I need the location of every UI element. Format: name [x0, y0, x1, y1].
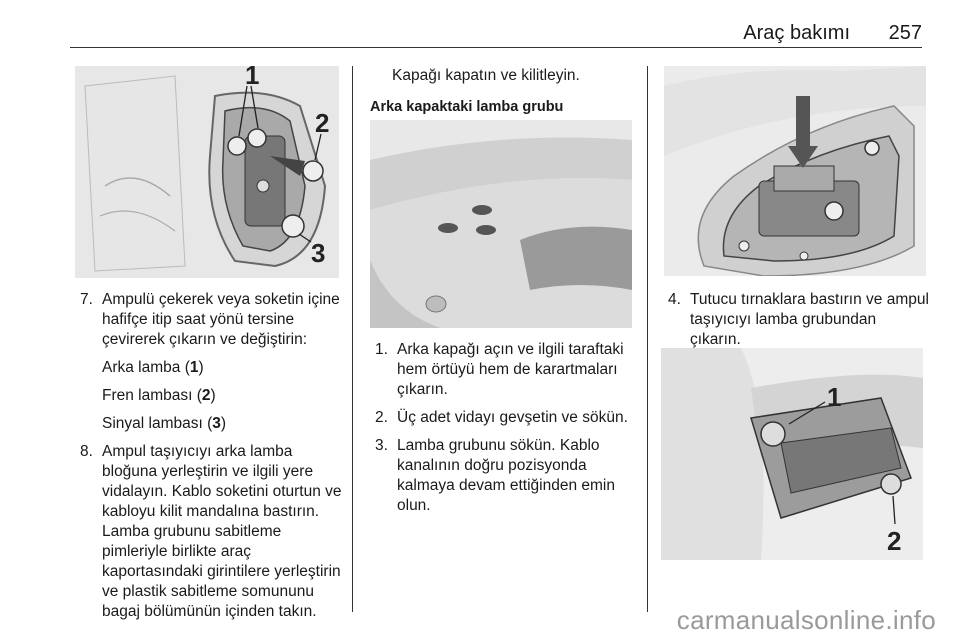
- page-number: 257: [888, 22, 922, 44]
- step-8: [80, 442, 342, 622]
- step-8-text: Ampul taşıyıcıyı arka lamba bloğuna yerleştirin ve ilgili yere vidalayın. Kablo soketini oturtun ve kabloyu kilit mandalına bastırın. Lamba grubunu sabitleme pimleriyle birlikte araç kaportasındaki girintilere yerleştirin ve plastik sabitleme somununu bagaj bölümünün içinden takın.: [102, 443, 342, 620]
- callout-2: 2: [315, 108, 330, 138]
- col1-text: [80, 290, 342, 622]
- callout-holder-1: 1: [827, 382, 842, 412]
- step-4: [668, 290, 930, 350]
- step-7: [80, 290, 342, 350]
- figure-rear-lamp-bulbs: [75, 66, 339, 278]
- bulb-line-2: Fren lambası (2): [102, 387, 216, 404]
- step-2-number: 2.: [375, 409, 388, 426]
- step-1: [375, 340, 637, 400]
- callout-3: 3: [311, 238, 326, 268]
- watermark: carmanualsonline.info: [676, 605, 936, 635]
- bulb-line-3: Sinyal lambası (3): [102, 415, 227, 432]
- header-title: Araç bakımı: [743, 22, 850, 44]
- column-divider-1: [352, 66, 353, 612]
- step-1-number: 1.: [375, 341, 388, 358]
- callout-1: 1: [245, 66, 260, 90]
- callout-holder-2: 2: [887, 526, 902, 556]
- step-1-text: Arka kapağı açın ve ilgili taraftaki hem örtüyü hem de karartmaları çıkarın.: [397, 341, 624, 398]
- step-7-text: Ampulü çekerek veya soketin içine hafifçe itip saat yönü tersine çevirerek çıkarın ve değiştirin:: [102, 291, 340, 348]
- step-8-number: 8.: [80, 443, 93, 460]
- step-3: [375, 436, 637, 516]
- step-3-number: 3.: [375, 437, 388, 454]
- col2-intro: Kapağı kapatın ve kilitleyin.: [392, 67, 580, 84]
- step-2-text: Üç adet vidayı gevşetin ve sökün.: [397, 409, 628, 426]
- step-2: [375, 408, 637, 428]
- step-4-text: Tutucu tırnaklara bastırın ve ampul taşıyıcıyı lamba grubundan çıkarın.: [690, 291, 929, 348]
- column-divider-2: [647, 66, 648, 612]
- figure-lamp-cluster-tabs: [664, 66, 926, 276]
- page-header: [70, 18, 922, 48]
- figure-bulb-holder: [661, 348, 923, 560]
- step-4-number: 4.: [668, 291, 681, 308]
- bulb-line-1: Arka lamba (1): [102, 359, 204, 376]
- section-title: Arka kapaktaki lamba grubu: [370, 99, 564, 115]
- figure-tailgate-panel: [370, 120, 632, 328]
- col2-steps: [375, 340, 637, 516]
- step-7-number: 7.: [80, 291, 93, 308]
- header-rule: [70, 47, 922, 48]
- col3-step-4: [668, 290, 930, 350]
- step-3-text: Lamba grubunu sökün. Kablo kanalının doğru pozisyonda kalmaya devam ettiğinden emin olun.: [397, 437, 615, 514]
